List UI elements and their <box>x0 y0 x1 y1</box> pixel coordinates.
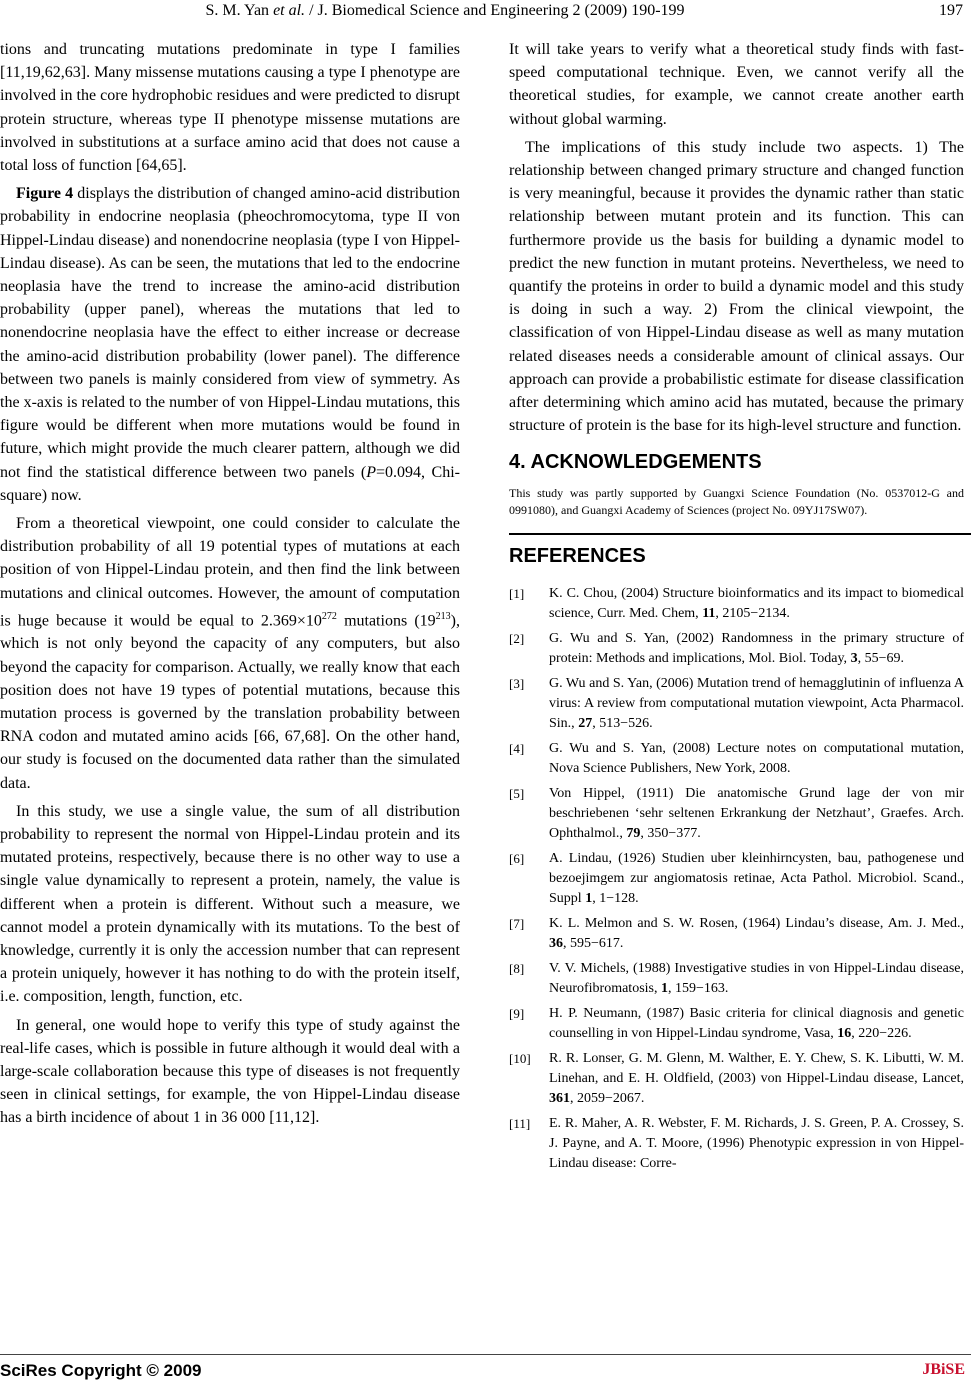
reference-citation: G. Wu and S. Yan, (2008) Lecture notes on computational mutation, Nova Science Publishers, New York, 2008. <box>549 740 964 776</box>
reference-item <box>509 784 964 844</box>
reference-citation: G. Wu and S. Yan, (2006) Mutation trend of hemagglutinin of influenza A virus: A review from computational mutation viewpoint, Acta Pharmacol. Sin., <box>549 675 964 731</box>
left-column <box>0 38 460 1135</box>
reference-text <box>549 739 964 779</box>
reference-text <box>549 1114 964 1174</box>
reference-citation: H. P. Neumann, (1987) Basic criteria for clinical diagnosis and genetic counselling in von Hippel-Lindau syndrome, Vasa, <box>549 1005 964 1041</box>
reference-volume: 36 <box>549 935 563 951</box>
reference-item <box>509 629 964 669</box>
reference-number: [4] <box>509 740 525 756</box>
reference-volume: 1 <box>585 890 593 906</box>
reference-text <box>549 959 964 999</box>
reference-text <box>549 914 964 954</box>
reference-pages: , 159−163. <box>667 980 729 996</box>
reference-volume: 3 <box>850 650 858 666</box>
reference-list <box>509 584 964 1174</box>
acknowledgements-heading: 4. ACKNOWLEDGEMENTS <box>509 451 762 474</box>
reference-text <box>549 849 964 909</box>
reference-number: [10] <box>509 1050 531 1066</box>
reference-item <box>509 674 964 734</box>
page-header <box>0 0 971 24</box>
reference-number: [6] <box>509 850 525 866</box>
reference-number: [7] <box>509 915 525 931</box>
paragraph-text: mutations (19 <box>336 612 436 630</box>
reference-pages: , 220−226. <box>851 1025 912 1041</box>
reference-citation: Von Hippel, (1911) Die anatomische Grund lage der von mir beschriebenen ‘sehr seltenen Erkrankung der Netzhaut’, Graefes. Arch. Ophthalmol., <box>549 785 964 841</box>
reference-item <box>509 1004 964 1044</box>
reference-item <box>509 1049 964 1109</box>
figure-reference: Figure 4 <box>16 185 74 203</box>
reference-number: [1] <box>509 585 525 601</box>
reference-citation: A. Lindau, (1926) Studien uber kleinhirncysten, bau, pathogenese und bezoejimgem zur angiomatosis retinae, Acta Pathol. Microbiol. Scand., Suppl <box>549 850 964 906</box>
running-head <box>0 2 890 20</box>
running-head-etal: et al. <box>273 2 306 19</box>
reference-volume: 79 <box>626 825 641 841</box>
paragraph-text: From a theoretical viewpoint, one could consider to calculate the distribution probability of all 19 potential types of mutations at each position of von Hippel-Lindau protein, and then find the link between mutations and clinical outcomes. However, the amount of computation is huge because it would be equal to 2.369×10 <box>0 515 460 630</box>
reference-volume: 16 <box>837 1025 852 1041</box>
reference-volume: 1 <box>660 980 668 996</box>
journal-logo: JBiSE <box>922 1361 965 1378</box>
reference-item <box>509 1114 964 1174</box>
right-column <box>509 38 964 1179</box>
paragraph: It will take years to verify what a theoretical study finds with fast-speed computational technique. Even, we cannot verify all the theoretical studies, for example, we cannot create another earth without global warming. <box>509 41 964 128</box>
reference-citation: K. L. Melmon and S. W. Rosen, (1964) Lindau’s disease, Am. J. Med., <box>549 915 964 931</box>
reference-volume: 27 <box>578 715 593 731</box>
superscript: 272 <box>321 610 337 622</box>
reference-citation: K. C. Chou, (2004) Structure bioinformatics and its impact to biomedical science, Curr. Med. Chem, <box>549 585 964 621</box>
paragraph-text: displays the distribution of changed amino-acid distribution probability in endocrine neoplasia (pheochromocytoma, type II von Hippel-Lindau disease) and nonendocrine neoplasia (type I von Hippel-Lindau disease). As can be seen, the mutations that led to the endocrine neoplasia have the trend to increase the amino-acid distribution probability (upper panel), whereas the mutations that led to nonendocrine neoplasia have the effect to either increase or decrease the amino-acid distribution probability (lower panel). The difference between two panels is mainly considered from view of symmetry. As the x-axis is related to the number of von Hippel-Lindau mutations, this figure would be different when more mutations would be found in future, which might provide the much clearer pattern, although we did not find the statistical difference between two panels ( <box>0 185 461 481</box>
reference-citation: V. V. Michels, (1988) Investigative studies in von Hippel-Lindau disease, Neurofibromatosis, <box>549 960 964 996</box>
reference-text <box>549 1049 964 1109</box>
copyright-notice: SciRes Copyright © 2009 <box>0 1361 202 1380</box>
acknowledgements-text: This study was partly supported by Guangxi Science Foundation (No. 0537012-G and 0991080), and Guangxi Academy of Sciences (project No. 09YJ17SW07). <box>509 485 964 517</box>
reference-pages: , 2105−2134. <box>715 605 790 621</box>
reference-number: [3] <box>509 675 525 691</box>
paragraph-text: ), which is not only beyond the capacity of any computers, but also beyond the capacity for comparison. Actually, we really know that each position does not have 19 types of potential mutations, because this mutation process is governed by the translation probability between RNA codon and mutated amino acids [66, 67,68]. On the other hand, our study is focused on the documented data rather than the simulated data. <box>0 612 460 792</box>
reference-item <box>509 914 964 954</box>
page-number: 197 <box>939 2 963 19</box>
paragraph <box>0 512 460 795</box>
p-value-symbol: P <box>366 463 377 481</box>
reference-text <box>549 584 964 624</box>
running-head-journal: / J. Biomedical Science and Engineering 2 (2009) 190-199 <box>309 2 685 19</box>
paragraph: In this study, we use a single value, the sum of all distribution probability to represent the normal von Hippel-Lindau protein and its mutated proteins, respectively, because there is no other way to use a single value dynamically to represent a protein, namely, the value is different when a protein is different. Without such a measure, we cannot model a protein dynamically with its mutations. To the best of knowledge, currently it is only the accession number that can represent a protein uniquely, however it has nothing to do with the protein itself, i.e. composition, length, function, etc. <box>0 802 460 1006</box>
reference-number: [11] <box>509 1115 531 1131</box>
reference-text <box>549 1004 964 1044</box>
reference-number: [2] <box>509 630 525 646</box>
superscript: 213 <box>435 610 451 622</box>
reference-item <box>509 584 964 624</box>
references-heading: REFERENCES <box>509 544 646 567</box>
reference-pages: , 2059−2067. <box>570 1090 645 1106</box>
reference-citation: G. Wu and S. Yan, (2002) Randomness in the primary structure of protein: Methods and implications, Mol. Biol. Today, <box>549 630 964 666</box>
paragraph: tions and truncating mutations predominate in type I families [11,19,62,63]. Many missense mutations causing a type I phenotype are involved in the core hydrophobic residues and were predicted to disrupt protein structure, whereas type II phenotype missense mutations are involved in substitutions at a surface amino acid that does not cause a total loss of function [64,65]. <box>0 41 460 175</box>
reference-item <box>509 739 964 779</box>
reference-text <box>549 674 964 734</box>
reference-item <box>509 959 964 999</box>
reference-number: [5] <box>509 785 525 801</box>
reference-text <box>549 629 964 669</box>
paragraph: The implications of this study include two aspects. 1) The relationship between changed primary structure and changed function is very meaningful, because it provides the dynamic rather than static relationship between mutant protein and its function. This can furthermore provide us the basis for building a dynamic model to predict the new function in mutant proteins. Nevertheless, we need to quantify the proteins in order to build a dynamic model and this study is doing in such a way. 2) From the clinical viewpoint, the classification of von Hippel-Lindau disease as well as many mutation related diseases needs a considerable amount of clinical assays. Our approach can provide a probabilistic estimate for disease classification after determining which amino acid has mutated, because the primary structure of protein is the base for its high-level structure and function. <box>509 138 964 435</box>
reference-pages: , 1−128. <box>592 890 639 906</box>
reference-pages: , 350−377. <box>640 825 701 841</box>
running-head-authors: S. M. Yan <box>205 2 270 19</box>
reference-number: [8] <box>509 960 525 976</box>
reference-pages: , 595−617. <box>563 935 624 951</box>
reference-pages: , 513−526. <box>592 715 653 731</box>
paragraph <box>0 182 460 507</box>
reference-item <box>509 849 964 909</box>
reference-text <box>549 784 964 844</box>
reference-pages: , 55−69. <box>857 650 904 666</box>
page-footer <box>0 1354 971 1385</box>
paragraph: In general, one would hope to verify this type of study against the real-life cases, which is possible in future although it would deal with a large-scale collaboration because this type of diseases is not frequently seen in clinical settings, for example, the von Hippel-Lindau disease has a birth incidence of about 1 in 36 000 [11,12]. <box>0 1016 460 1127</box>
paragraph-text: =0.094, Chi-square) now. <box>0 463 460 504</box>
divider <box>509 533 971 535</box>
reference-volume: 361 <box>549 1090 570 1106</box>
reference-citation: R. R. Lonser, G. M. Glenn, M. Walther, E. Y. Chew, S. K. Libutti, W. M. Linehan, and E. H. Oldfield, (2003) von Hippel-Lindau disease, Lancet, <box>549 1050 964 1086</box>
reference-volume: 11 <box>702 605 716 621</box>
reference-citation: E. R. Maher, A. R. Webster, F. M. Richards, J. S. Green, P. A. Crossey, S. J. Payne, and A. T. Moore, (1996) Phenotypic expression in von Hippel-Lindau disease: Corre- <box>549 1115 964 1171</box>
reference-number: [9] <box>509 1005 525 1021</box>
